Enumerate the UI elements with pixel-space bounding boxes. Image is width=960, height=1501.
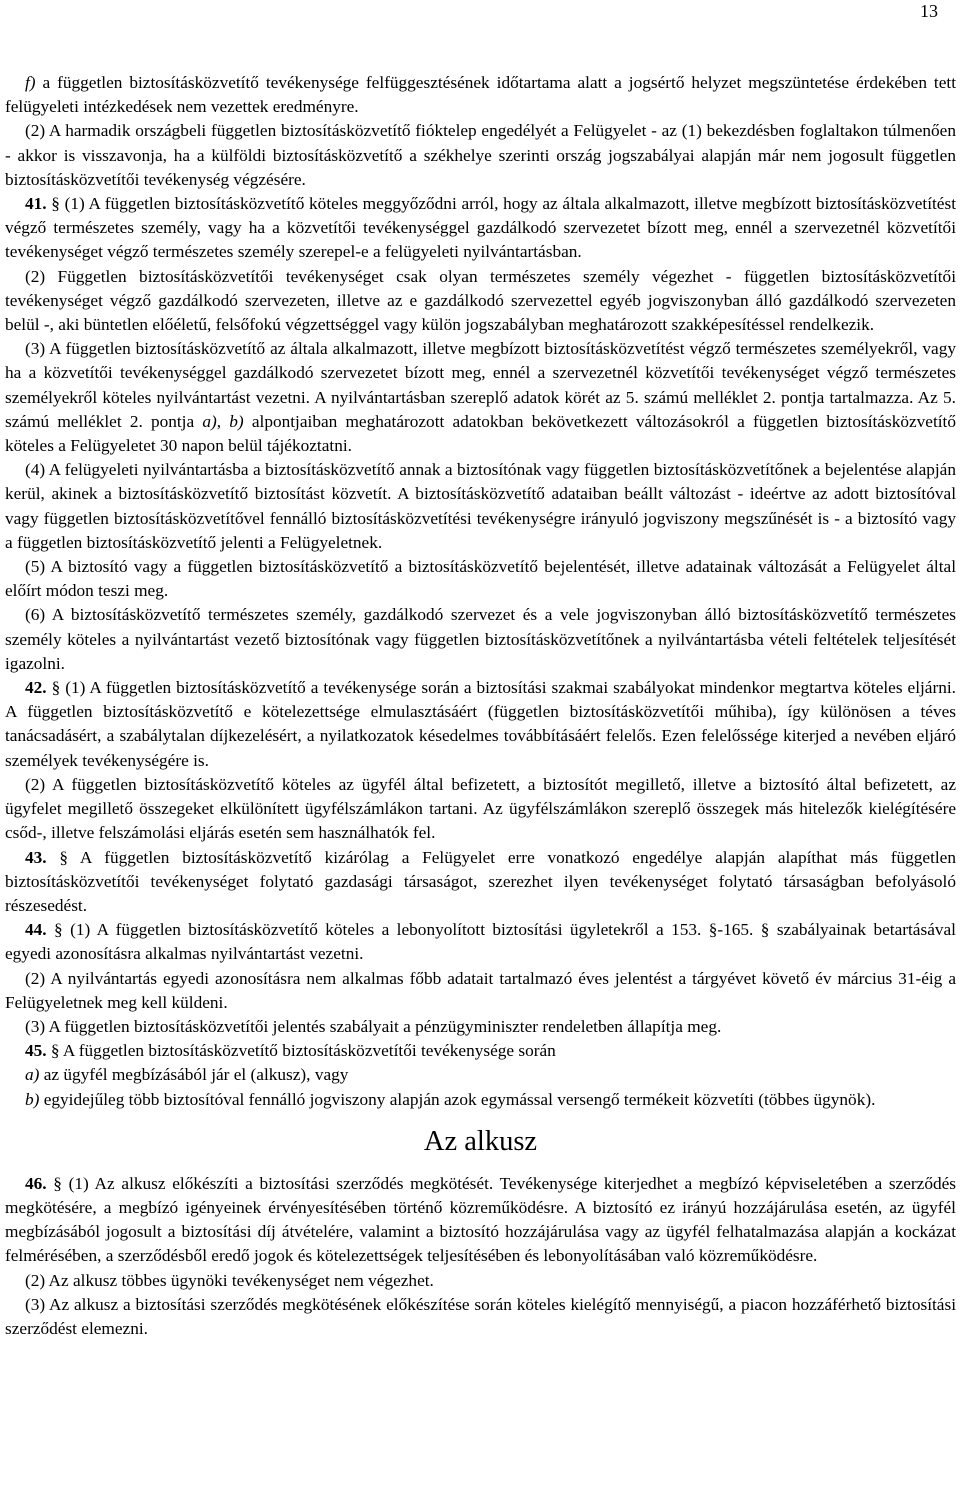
section-number: 45. — [25, 1041, 47, 1061]
item-label: b) — [25, 1089, 40, 1109]
section-46-3: (3) Az alkusz a biztosítási szerződés megkötésének előkészítése során köteles kielégítő mennyiségű, a piacon hozzáférhető biztosítási szerződést elemezni. — [5, 1294, 956, 1338]
section-number: 41. — [25, 194, 47, 214]
section-41-3 — [5, 337, 956, 458]
paragraph-text: a független biztosításközvetítő tevékenysége felfüggesztésének időtartama alatt a jogsértő helyzet megszüntetése érdekében tett felügyeleti intézkedések nem vezettek eredményre. — [5, 73, 956, 117]
paragraph-text: § (1) Az alkusz előkészíti a biztosítási szerződés megkötését. Tevékenysége kiterjedhet a megbízó képviseletében a szerződés megkötésére, a megbízó igényeinek érvényesítésében történő közreműködésre. A biztosító ez irányú hozzájárulása esetén, az ügyfél megbízásából jogosult a biztosítási díj átvételére, valamint a biztosító hozzájárulása vagy az ügyfél felhatalmazása alapján a kockázat felmérésében, a szerződésből eredő jogok és kötelezettségek teljesítésében és lebonyolításában való közreműködésre. — [5, 1173, 956, 1266]
item-ref-b: b) — [229, 411, 244, 431]
page-number: 13 — [920, 1, 938, 21]
section-number: 44. — [25, 920, 47, 940]
item-label: f) — [25, 73, 36, 92]
section-41-5: (5) A biztosító vagy a független biztosításközvetítő a biztosításközvetítő bejelentését, illetve adatainak változását a Felügyelet által előírt módon teszi meg. — [5, 557, 956, 601]
section-45-1 — [5, 1039, 956, 1063]
section-46-1 — [5, 1172, 956, 1269]
paragraph-40-f — [5, 71, 956, 119]
section-43-1 — [5, 846, 956, 919]
paragraph-text: § (1) A független biztosításközvetítő köteles a lebonyolított biztosítási ügyletekről a 153. §-165. § szabályainak betartásával egyedi azonosításra alkalmas nyilvántartást vezetni. — [5, 920, 956, 964]
paragraph-text: § (1) A független biztosításközvetítő köteles meggyőződni arról, hogy az általa alkalmazott, illetve megbízott biztosításközvetítést végző természetes személy, vagy ha a közvetítői tevékenységgel gazdálkodó szervezetet bízott meg, ennél a szervezetnél közvetítői tevékenységet végző természetes személy szerepel-e a felügyeleti nyilvántartásban. — [5, 194, 956, 262]
document-body — [5, 71, 956, 1341]
section-44-1 — [5, 918, 956, 966]
section-41-6: (6) A biztosításközvetítő természetes személy, gazdálkodó szervezet és a vele jogviszonyban álló biztosításközvetítő természetes személy köteles a nyilvántartást vezető biztosítónak vagy független biztosításközvetítőnek a nyilvántartásba vételi feltételek teljesítését igazolni. — [5, 605, 956, 673]
paragraph-text: § A független biztosításközvetítő kizárólag a Felügyelet erre vonatkozó engedélye alapján alapíthat más független biztosításközvetítői tevékenységet folytató gazdasági társaságot, szerezhet ilyen tevékenységet folytató társaságban befolyásoló részesedést. — [5, 847, 956, 915]
section-heading: Az alkusz — [423, 1125, 538, 1157]
section-45-a — [5, 1063, 956, 1087]
section-number: 43. — [25, 847, 47, 867]
section-44-2: (2) A nyilvántartás egyedi azonosításra nem alkalmas főbb adatait tartalmazó éves jelentést a tárgyévet követő év március 31-éig a Felügyeletnek meg kell küldeni. — [5, 968, 956, 1012]
paragraph-text: egyidejűleg több biztosítóval fennálló jogviszony alapján azok egymással versengő termékeit közvetíti (többes ügynök). — [39, 1089, 876, 1109]
section-41-1 — [5, 192, 956, 265]
item-label: a) — [25, 1065, 40, 1085]
paragraph-text: alpontjaiban meghatározott adatokban bekövetkezett változásokról a független biztosításközvetítő köteles a Felügyeletet 30 napon belül tájékoztatni. — [5, 411, 956, 456]
paragraph-text: az ügyfél megbízásából jár el (alkusz), vagy — [39, 1065, 349, 1085]
section-45-b — [5, 1088, 956, 1112]
section-number: 46. — [25, 1173, 47, 1193]
section-42-2: (2) A független biztosításközvetítő köteles az ügyfél által befizetett, a biztosítót megillető, illetve a biztosító által befizetett, az ügyfelet megillető összegeket elkülönített ügyfélszámlákon tartani. Az ügyfélszámlákon szereplő összegek más hitelezők kielégítésére csőd-, illetve felszámolási eljárás esetén sem használhatók fel. — [5, 774, 956, 843]
section-42-1 — [5, 676, 956, 773]
separator-text: , — [216, 411, 230, 431]
paragraph-text: § (1) A független biztosításközvetítő a tevékenysége során a biztosítási szakmai szabályokat mindenkor megtartva köteles eljárni. A független biztosításközvetítő e kötelezettsége elmulasztásáért (független biztosításközvetítői műhiba), így különösen a téves tanácsadásért, a szabálytalan díjkezelésért, a nyilatkozatok késedelmes továbbításáért felelős. Ezen felelőssége kiterjed a nevében eljáró személyek tevékenységére is. — [5, 678, 956, 770]
paragraph-text: § A független biztosításközvetítő biztosításközvetítői tevékenysége során — [46, 1041, 556, 1061]
paragraph-text: (3) A független biztosításközvetítő az általa alkalmazott, illetve megbízott biztosításközvetítést végző természetes személyekről, vagy ha a közvetítői tevékenységgel gazdálkodó szervezetet bízott meg, ennél a szervezetnél közvetítői tevékenységet végző természetes személyekről köteles nyilvántartást vezetni. A nyilvántartásban szereplő adatok körét az 5. számú melléklet 2. pontja tartalmazza. Az 5. számú melléklet 2. pontja — [5, 339, 956, 431]
section-number: 42. — [25, 678, 47, 698]
paragraph-40-2: (2) A harmadik országbeli független biztosításközvetítő fióktelep engedélyét a Felügyelet - az (1) bekezdésben foglaltakon túlmenően - akkor is visszavonja, ha a külföldi biztosításközvetítő a székhelye szerinti ország jogszabályai alapján már nem jogosult független biztosításközvetítői tevékenység végzésére. — [5, 121, 956, 189]
section-41-2: (2) Független biztosításközvetítői tevékenységet csak olyan természetes személy végezhet - független biztosításközvetítői tevékenységet végző gazdálkodó szervezeten, illetve az e gazdálkodó szervezettel egyéb jogviszonyban álló gazdálkodó szervezeten belül -, aki büntetlen előéletű, felsőfokú végzettséggel vagy külön jogszabályban meghatározott szakképesítéssel rendelkezik. — [5, 266, 956, 335]
item-ref-a: a) — [202, 411, 217, 431]
section-46-2: (2) Az alkusz többes ügynöki tevékenységet nem végezhet. — [25, 1270, 434, 1290]
section-44-3: (3) A független biztosításközvetítői jelentés szabályait a pénzügyminiszter rendeletben állapítja meg. — [25, 1016, 722, 1036]
section-41-4: (4) A felügyeleti nyilvántartásba a biztosításközvetítő annak a biztosítónak vagy független biztosításközvetítőnek a bejelentése alapján kerül, akinek a biztosításközvetítő biztosítást közvetít. A biztosításközvetítő adataiban beállt változást - ideértve az adott biztosítóval vagy független biztosításközvetítővel fennálló biztosításközvetítési tevékenységre irányuló jogviszony megszűnését is - a biztosító vagy a független biztosításközvetítő jelenti a Felügyeletnek. — [5, 460, 956, 552]
